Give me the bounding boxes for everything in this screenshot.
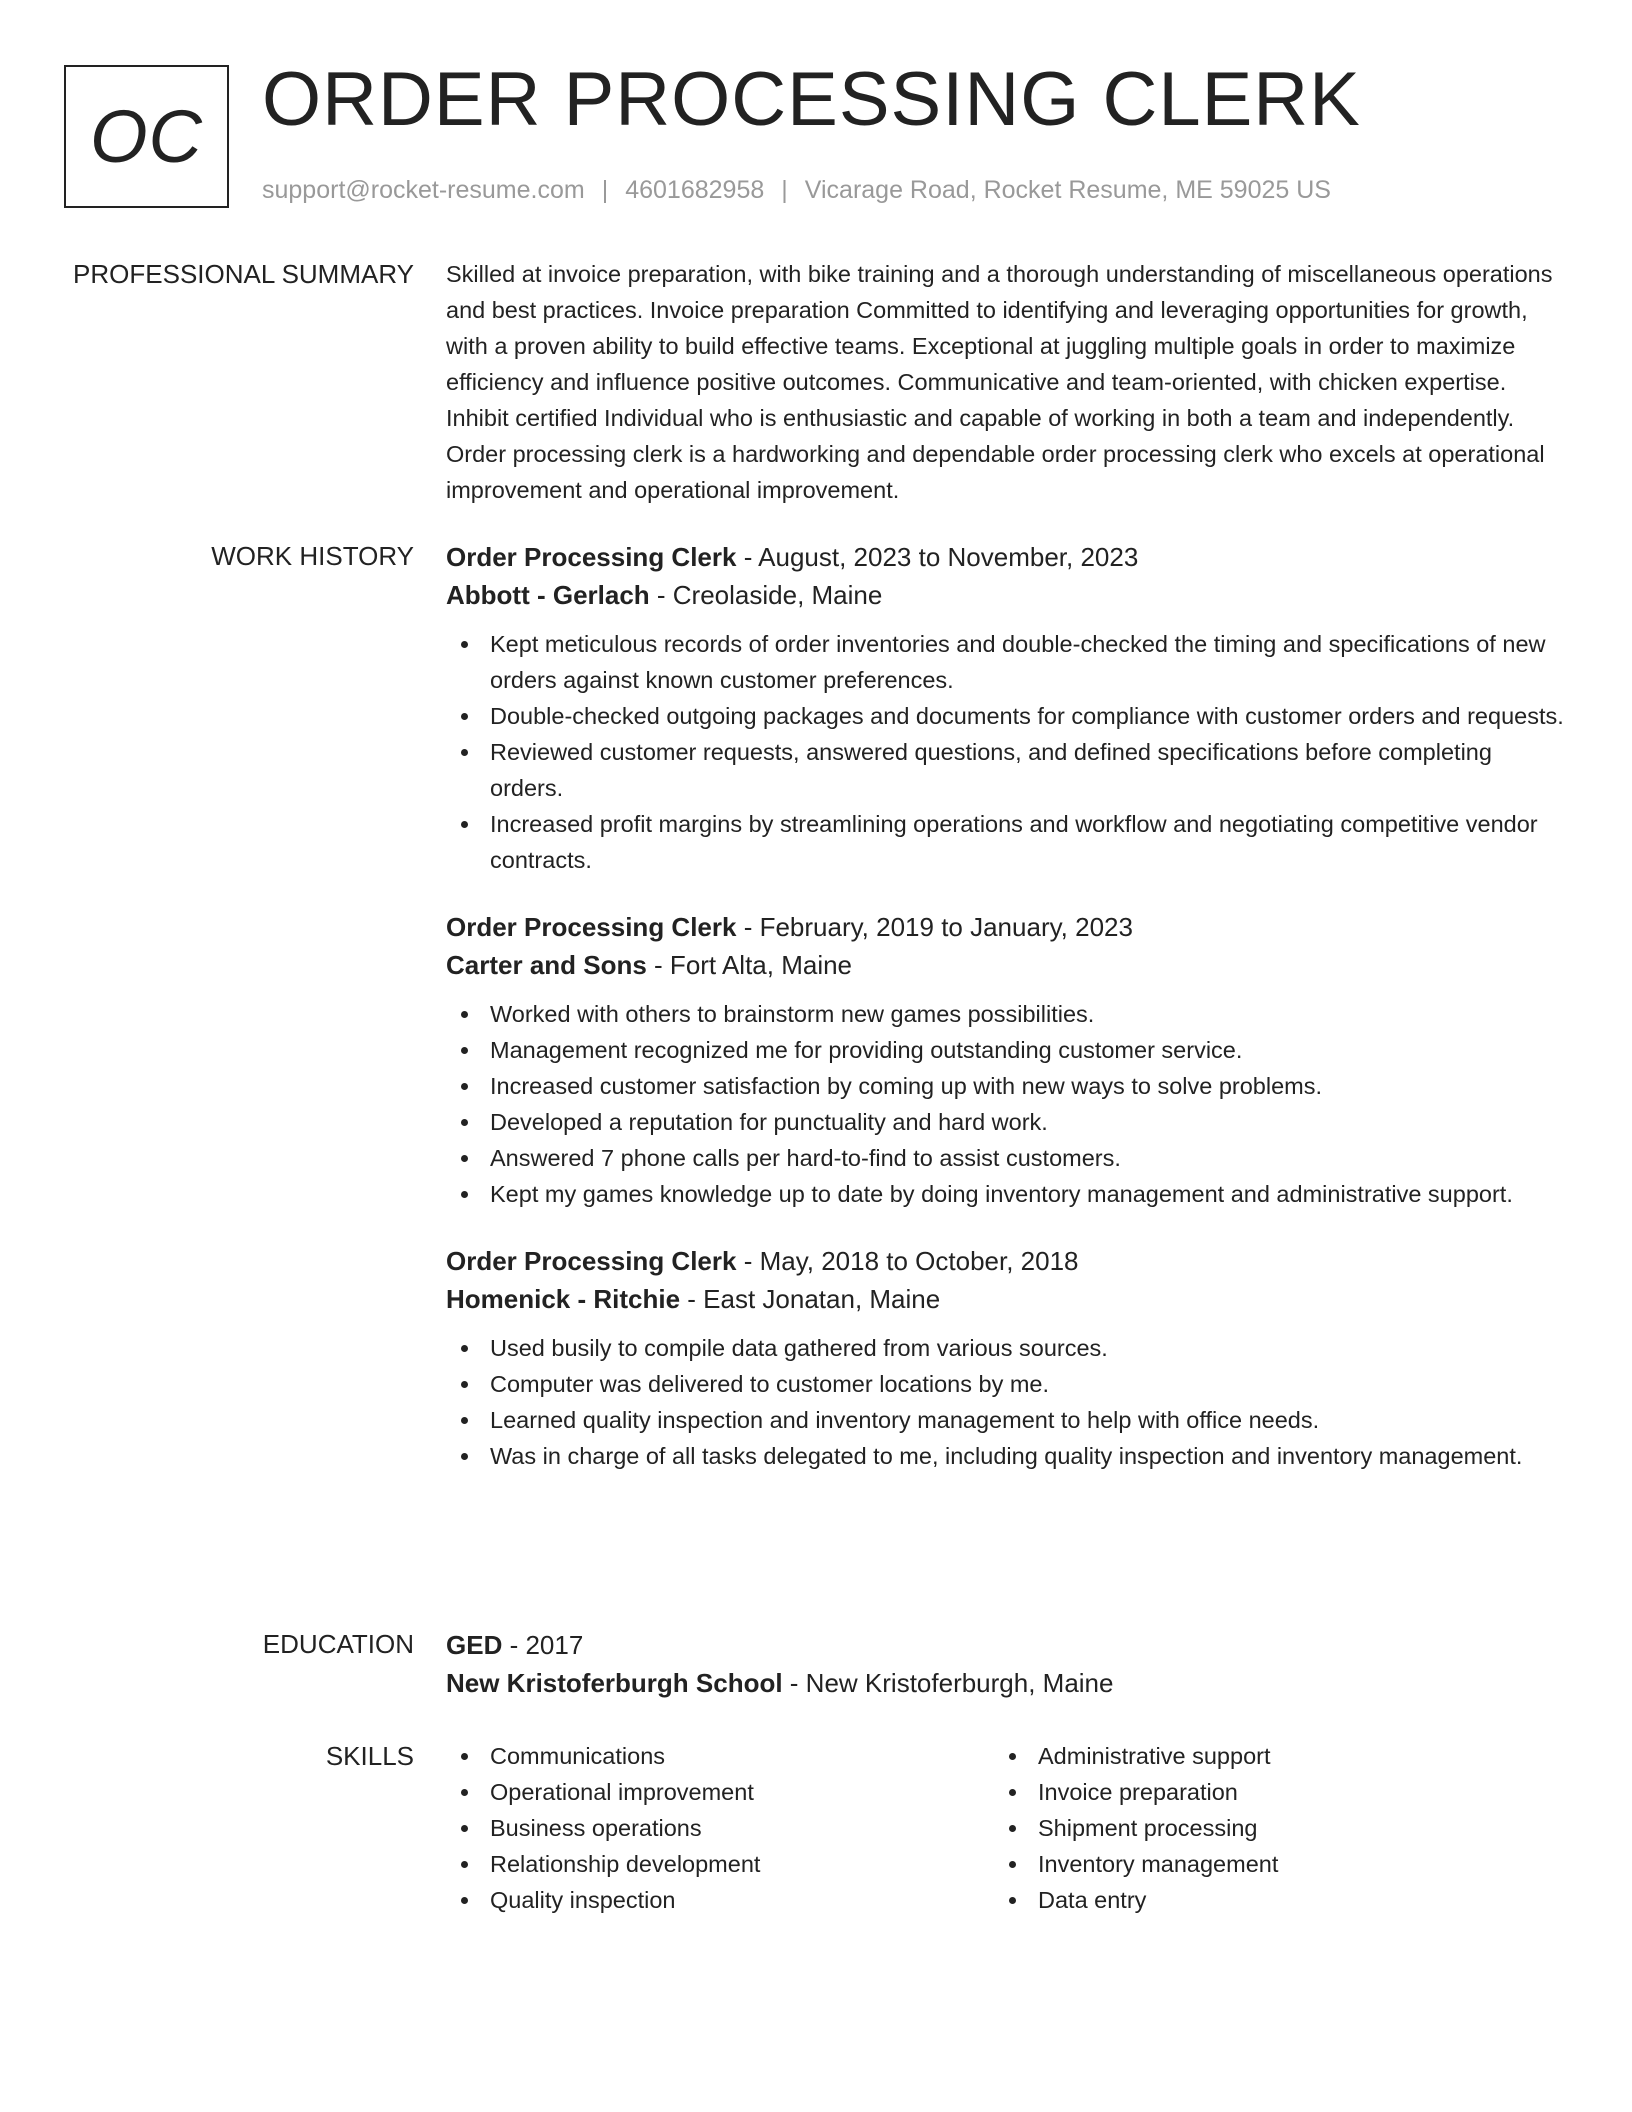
job-location: - Fort Alta, Maine <box>646 950 853 980</box>
education-year: - 2017 <box>502 1630 584 1660</box>
job-entry <box>446 1242 1566 1474</box>
job-dates: - February, 2019 to January, 2023 <box>736 912 1133 942</box>
skills-list-left <box>446 1738 994 1918</box>
job-bullet: Double-checked outgoing packages and documents for compliance with customer orders and requests. <box>446 698 1566 734</box>
skill-item: Invoice preparation <box>994 1774 1542 1810</box>
job-bullet: Used busily to compile data gathered from various sources. <box>446 1330 1566 1366</box>
job-company: Carter and Sons <box>446 950 647 980</box>
skills-heading: SKILLS <box>325 1741 414 1771</box>
job-company: Homenick - Ritchie <box>446 1284 681 1314</box>
job-company: Abbott - Gerlach <box>446 580 650 610</box>
job-bullet: Learned quality inspection and inventory management to help with office needs. <box>446 1402 1566 1438</box>
job-bullet: Worked with others to brainstorm new games possibilities. <box>446 996 1566 1032</box>
job-bullet: Reviewed customer requests, answered questions, and defined specifications before completing orders. <box>446 734 1566 806</box>
job-title-line <box>446 538 1566 576</box>
contact-separator: | <box>781 176 788 204</box>
skills-column-left <box>446 1738 994 1918</box>
job-bullet: Was in charge of all tasks delegated to me, including quality inspection and inventory management. <box>446 1438 1566 1474</box>
work-history-heading: WORK HISTORY <box>211 541 414 571</box>
education-degree: GED <box>446 1630 503 1660</box>
skills-list-right <box>994 1738 1542 1918</box>
education-location: - New Kristoferburgh, Maine <box>782 1668 1114 1698</box>
job-title-line <box>446 908 1566 946</box>
skill-item: Relationship development <box>446 1846 994 1882</box>
job-entry <box>446 538 1566 878</box>
skill-item: Communications <box>446 1738 994 1774</box>
education-school-line <box>446 1664 1566 1702</box>
contact-email: support@rocket-resume.com <box>262 176 585 204</box>
job-bullet: Kept meticulous records of order inventories and double-checked the timing and specifications of new orders against known customer preferences. <box>446 626 1566 698</box>
job-bullets <box>446 626 1566 878</box>
job-company-line <box>446 946 1566 984</box>
skill-item: Shipment processing <box>994 1810 1542 1846</box>
skills-columns <box>446 1738 1566 1918</box>
education-heading: EDUCATION <box>262 1629 414 1659</box>
monogram-box <box>64 65 229 208</box>
job-location: - Creolaside, Maine <box>649 580 883 610</box>
job-title: Order Processing Clerk <box>446 542 737 572</box>
job-bullet: Computer was delivered to customer locations by me. <box>446 1366 1566 1402</box>
job-bullets <box>446 1330 1566 1474</box>
job-company-line <box>446 576 1566 614</box>
job-entry <box>446 908 1566 1212</box>
job-bullet: Answered 7 phone calls per hard-to-find to assist customers. <box>446 1140 1566 1176</box>
contact-address: Vicarage Road, Rocket Resume, ME 59025 US <box>804 176 1331 204</box>
job-bullet: Developed a reputation for punctuality and hard work. <box>446 1104 1566 1140</box>
resume-title: ORDER PROCESSING CLERK <box>262 57 1361 142</box>
job-dates: - May, 2018 to October, 2018 <box>736 1246 1079 1276</box>
skill-item: Business operations <box>446 1810 994 1846</box>
job-title: Order Processing Clerk <box>446 1246 737 1276</box>
job-bullet: Increased customer satisfaction by coming up with new ways to solve problems. <box>446 1068 1566 1104</box>
job-location: - East Jonatan, Maine <box>680 1284 941 1314</box>
job-dates: - August, 2023 to November, 2023 <box>736 542 1139 572</box>
contact-phone: 4601682958 <box>625 176 765 204</box>
summary-heading: PROFESSIONAL SUMMARY <box>73 259 414 289</box>
job-bullet: Management recognized me for providing outstanding customer service. <box>446 1032 1566 1068</box>
skills-column-right <box>994 1738 1542 1918</box>
job-title: Order Processing Clerk <box>446 912 737 942</box>
education-school: New Kristoferburgh School <box>446 1668 783 1698</box>
contact-separator: | <box>601 176 609 204</box>
job-bullet: Kept my games knowledge up to date by doing inventory management and administrative support. <box>446 1176 1566 1212</box>
skill-item: Quality inspection <box>446 1882 994 1918</box>
skill-item: Inventory management <box>994 1846 1542 1882</box>
skill-item: Administrative support <box>994 1738 1542 1774</box>
job-title-line <box>446 1242 1566 1280</box>
job-bullets <box>446 996 1566 1212</box>
job-company-line <box>446 1280 1566 1318</box>
summary-text: Skilled at invoice preparation, with bike training and a thorough understanding of miscellaneous operations and best practices. Invoice preparation Committed to identifying and leveraging opportunities for growth, with a proven ability to build effective teams. Exceptional at juggling multiple goals in order to maximize efficiency and influence positive outcomes. Communicative and team-oriented, with chicken expertise. Inhibit certified Individual who is enthusiastic and capable of working in both a team and independently. Order processing clerk is a hardworking and dependable order processing clerk who excels at operational improvement and operational improvement. <box>446 261 1553 503</box>
skill-item: Data entry <box>994 1882 1542 1918</box>
skill-item: Operational improvement <box>446 1774 994 1810</box>
monogram-initials: OC <box>90 95 203 178</box>
education-degree-line <box>446 1626 1566 1664</box>
contact-line <box>262 176 1331 205</box>
job-bullet: Increased profit margins by streamlining operations and workflow and negotiating competitive vendor contracts. <box>446 806 1566 878</box>
